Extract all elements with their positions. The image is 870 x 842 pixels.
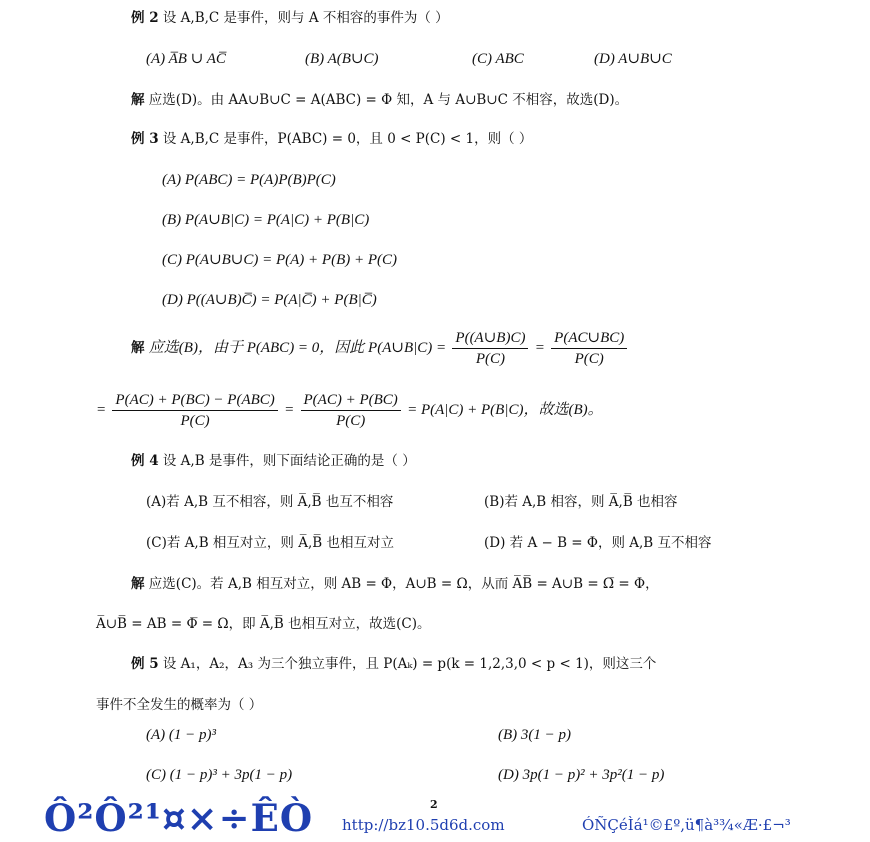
solution-text: 应选(C)。若 A,B 相互对立，则 AB = Φ，A∪B = Ω，从而 A̅B̅ = A∪B = Ω̅ = Φ， <box>148 576 659 592</box>
footer-url-link[interactable]: http://bz10.5d6d.com <box>342 816 505 834</box>
option-c: (C)若 A,B 相互对立，则 A̅,B̅ 也相互对立 <box>146 535 394 551</box>
page-number: 2 <box>430 798 438 811</box>
option-c: (C) ABC <box>472 51 524 67</box>
option-c: (C) (1 − p)³ + 3p(1 − p) <box>146 767 293 783</box>
example-5-question-continued: 事件不全发生的概率为（ ） <box>96 697 263 713</box>
example-label: 例 3 <box>131 131 159 147</box>
equals-sign: = <box>284 402 295 418</box>
denominator: P(C) <box>574 351 604 367</box>
example-label: 例 5 <box>131 656 159 672</box>
option-c: (C) P(A∪B∪C) = P(A) + P(B) + P(C) <box>162 252 398 268</box>
numerator: P(AC) + P(BC) <box>301 391 401 411</box>
option-a: (A) A̅B ∪ AC̅ <box>146 51 226 67</box>
question-text: 设 A,B 是事件，则下面结论正确的是（ ） <box>162 453 416 469</box>
option-d: (D) 若 A − B = Φ，则 A,B 互不相容 <box>484 535 712 551</box>
solution-label: 解 <box>131 340 145 356</box>
example-2-question <box>131 10 449 26</box>
numerator: P(AC) + P(BC) − P(ABC) <box>112 391 277 411</box>
example-4-question <box>131 453 416 469</box>
footer-garbled-text: ÓÑÇéÌá¹©£º,ü¶à³¾«Æ·£¬³ <box>582 816 791 834</box>
option-b: (B) P(A∪B|C) = P(A|C) + P(B|C) <box>162 212 370 228</box>
denominator: P(C) <box>180 413 210 429</box>
question-text: 设 A₁，A₂，A₃ 为三个独立事件，且 P(Aₖ) = p(k = 1,2,3,0 < p < 1)，则这三个 <box>162 656 657 672</box>
equals-sign: = <box>96 402 107 418</box>
footer-watermark-text: Ô²Ô²¹¤×÷ÊÒ <box>44 796 314 840</box>
fraction <box>551 329 627 368</box>
example-5-question <box>131 656 656 672</box>
example-3-solution <box>131 329 629 368</box>
numerator: P(AC∪BC) <box>551 329 627 349</box>
question-text: 设 A,B,C 是事件，则与 A 不相容的事件为（ ） <box>162 10 449 26</box>
example-label: 例 4 <box>131 453 159 469</box>
option-a: (A) P(ABC) = P(A)P(B)P(C) <box>162 172 336 188</box>
option-b: (B) A(B∪C) <box>305 51 379 67</box>
fraction <box>452 329 528 368</box>
example-2-solution <box>131 92 628 108</box>
denominator: P(C) <box>336 413 366 429</box>
example-3-question <box>131 131 532 147</box>
option-a: (A) (1 − p)³ <box>146 727 217 743</box>
option-a: (A)若 A,B 互不相容，则 A̅,B̅ 也互不相容 <box>146 494 394 510</box>
denominator: P(C) <box>475 351 506 367</box>
solution-label: 解 <box>131 576 145 592</box>
numerator: P((A∪B)C) <box>452 329 528 349</box>
equals-sign: = <box>534 340 545 356</box>
question-text: 设 A,B,C 是事件，P(ABC) = 0，且 0 < P(C) < 1，则（ ） <box>162 131 533 147</box>
example-3-solution-continued <box>96 391 603 430</box>
fraction <box>301 391 401 430</box>
example-4-solution-continued: A̅∪B̅ = AB = Φ̅ = Ω，即 A̅,B̅ 也相互对立，故选(C)。 <box>96 616 431 632</box>
option-d: (D) P((A∪B)C̅) = P(A|C̅) + P(B|C̅) <box>162 292 377 308</box>
fraction <box>112 391 277 430</box>
option-d: (D) A∪B∪C <box>594 51 672 67</box>
option-b: (B) 3(1 − p) <box>498 727 572 743</box>
option-d: (D) 3p(1 − p)² + 3p²(1 − p) <box>498 767 665 783</box>
option-b: (B)若 A,B 相容，则 A̅,B̅ 也相容 <box>484 494 678 510</box>
solution-text: 应选(D)。由 AA∪B∪C = A(ABC) = Φ 知，A 与 A∪B∪C 不相容，故选(D)。 <box>148 92 629 108</box>
solution-label: 解 <box>131 92 145 108</box>
example-label: 例 2 <box>131 10 159 26</box>
solution-prefix: 应选(B)，由于 P(ABC) = 0，因此 P(A∪B|C) = <box>148 340 447 356</box>
example-4-solution <box>131 576 659 592</box>
solution-suffix: = P(A|C) + P(B|C)，故选(B)。 <box>407 402 603 418</box>
